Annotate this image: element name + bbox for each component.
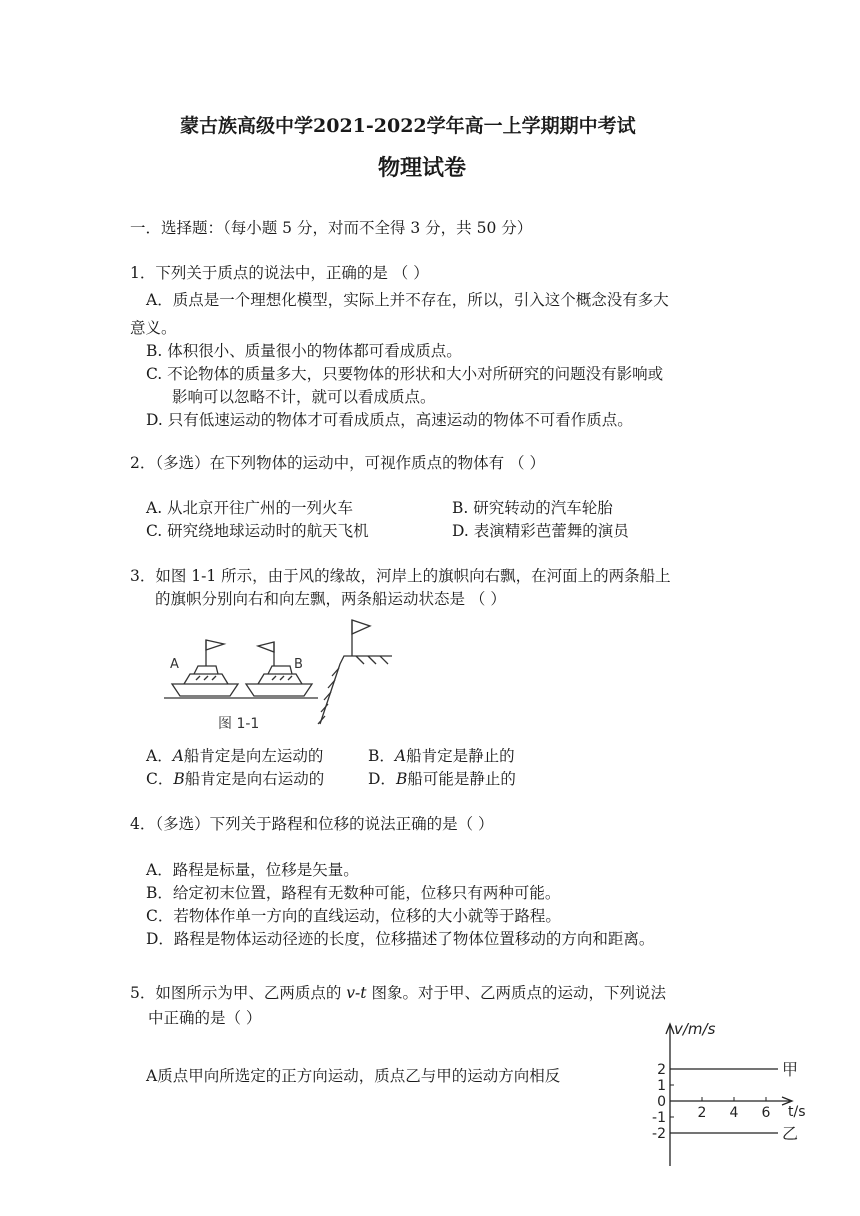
- q2-option-d: D. 表演精彩芭蕾舞的演员: [452, 522, 629, 540]
- x-tick-label: 2: [697, 1105, 707, 1121]
- figure-caption: 图 1-1: [218, 716, 260, 732]
- q1-option-c-cont: 影响可以忽略不计，就可以看成质点。: [172, 388, 436, 406]
- q4-option-b: B．给定初末位置，路程有无数种可能，位移只有两种可能。: [146, 884, 561, 902]
- q2-option-a: A. 从北京开往广州的一列火车: [146, 499, 354, 517]
- q3-stem: 3．如图 1-1 所示，由于风的缘故，河岸上的旗帜向右飘，在河面上的两条船上: [130, 567, 671, 585]
- series-label-2: 乙: [782, 1124, 799, 1143]
- q4-option-d: D．路程是物体运动径迹的长度，位移描述了物体位置移动的方向和距离。: [146, 930, 655, 948]
- y-tick-label: -2: [652, 1126, 666, 1142]
- x-tick-label: 6: [761, 1105, 771, 1121]
- y-tick-label: 0: [657, 1094, 666, 1110]
- q2-stem: 2．（多选）在下列物体的运动中，可视作质点的物体有 （ ）: [130, 454, 545, 472]
- figure-label-b: B: [294, 657, 303, 672]
- vt-graph: [640, 1018, 815, 1170]
- q5-stem-cont: 中正确的是（ ）: [148, 1009, 262, 1027]
- q3-option-c: C．B船肯定是向右运动的: [146, 770, 325, 788]
- y-tick-label: 1: [657, 1078, 666, 1094]
- q2-option-c: C. 研究绕地球运动时的航天飞机: [146, 522, 369, 540]
- q3-option-b: B．A船肯定是静止的: [368, 747, 515, 765]
- q1-option-a-cont: 意义。: [130, 319, 177, 337]
- q4-stem: 4．（多选）下列关于路程和位移的说法正确的是（ ）: [130, 815, 494, 833]
- q1-option-d: D. 只有低速运动的物体才可看成质点，高速运动的物体不可看作质点。: [146, 411, 633, 429]
- series-label-1: 甲: [782, 1060, 799, 1079]
- q1-stem: 1．下列关于质点的说法中，正确的是 （ ）: [130, 264, 429, 282]
- q3-option-d: D．B船可能是静止的: [368, 770, 516, 788]
- q1-option-a: A．质点是一个理想化模型，实际上并不存在，所以，引入这个概念没有多大: [146, 291, 669, 309]
- q1-option-b: B. 体积很小、质量很小的物体都可看成质点。: [146, 342, 462, 360]
- graph-ylabel: v/m/s: [674, 1020, 716, 1038]
- figure-boats: [160, 612, 420, 742]
- q4-option-a: A．路程是标量，位移是矢量。: [146, 861, 359, 879]
- figure-label-a: A: [170, 657, 179, 672]
- q3-stem-cont: 的旗帜分别向右和向左飘，两条船运动状态是 （ ）: [155, 590, 506, 608]
- q5-option-a: A质点甲向所选定的正方向运动，质点乙与甲的运动方向相反: [146, 1067, 561, 1085]
- exam-subtitle: 物理试卷: [378, 155, 467, 181]
- section-heading: 一．选择题：（每小题 5 分，对而不全得 3 分，共 50 分）: [130, 219, 533, 237]
- y-tick-label: -1: [652, 1110, 666, 1126]
- q3-option-a: A．A船肯定是向左运动的: [146, 747, 324, 765]
- exam-title: 蒙古族高级中学2021-2022学年高一上学期期中考试: [180, 115, 636, 137]
- y-tick-label: 2: [657, 1062, 666, 1078]
- q4-option-c: C．若物体作单一方向的直线运动，位移的大小就等于路程。: [146, 907, 561, 925]
- q5-stem: 5．如图所示为甲、乙两质点的 v-t 图象。对于甲、乙两质点的运动，下列说法: [130, 984, 666, 1002]
- q2-option-b: B. 研究转动的汽车轮胎: [452, 499, 613, 517]
- x-tick-label: 4: [729, 1105, 739, 1121]
- graph-xlabel: t/s: [788, 1104, 806, 1120]
- q1-option-c: C. 不论物体的质量多大，只要物体的形状和大小对所研究的问题没有影响或: [146, 365, 664, 383]
